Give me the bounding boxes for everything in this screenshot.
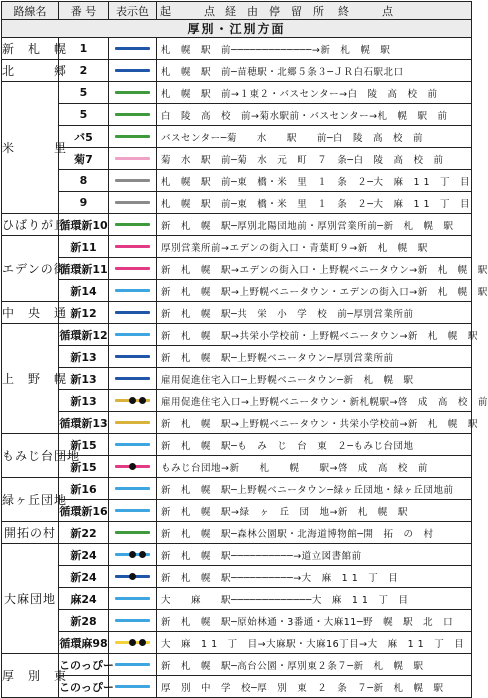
route-number: 新16 [59,478,109,500]
route-color-bar [115,619,150,622]
route-color-cell [109,346,157,368]
route-dot-marker [129,463,136,470]
table-row [2,280,472,302]
route-dot-marker [139,397,146,404]
route-color-cell [109,390,157,412]
route-name: 北 郷 [2,60,59,82]
route-number: 循環新16 [59,500,109,522]
header-color: 表示色 [109,2,157,20]
route-stops: 新 札 幌 駅─高台公園・厚別東２条７─新 札 幌 駅 [157,654,472,676]
header-route: 路線名 [2,2,59,20]
route-stops: 新 札 幌 駅─上野幌ベニータウン─緑ヶ丘団地・緑ヶ丘団地前 [157,478,472,500]
route-color-cell [109,610,157,632]
route-name: 緑ヶ丘団地 [2,478,59,522]
route-color-cell [109,104,157,126]
table-row [2,60,472,82]
route-number: 新14 [59,280,109,302]
route-stops: 新 札 幌 駅─原始林通・3番通・大麻11─野 幌 駅 北 口 [157,610,472,632]
route-dot-marker [139,551,146,558]
route-stops: 新 札 幌 駅─共 栄 小 学 校 前─厚別営業所前 [157,302,472,324]
route-color-bar [115,597,150,600]
route-color-bar [115,201,150,204]
table-row [2,148,472,170]
route-stops: 白 陵 高 校 前→菊水駅前・バスセンター→札 幌 駅 前 [157,104,472,126]
route-color-bar [115,355,150,358]
route-color-bar [115,179,150,182]
route-color-cell [109,258,157,280]
section-row [2,20,472,38]
route-stops: 新 札 幌 駅──────────→大 麻 1 1 丁 目 [157,566,472,588]
route-stops: 新 札 幌 駅─厚別北陽団地前・厚別営業所前─新 札 幌 駅 [157,214,472,236]
route-stops: 札 幌 駅 前─東 橋・米 里 １ 条 ２─大 麻 1 1 丁 目 [157,192,472,214]
route-color-cell [109,192,157,214]
route-stops: 新 札 幌 駅→緑 ヶ 丘 団 地→新 札 幌 駅 [157,500,472,522]
route-stops: 新 札 幌 駅→上野幌ベニータウン・共栄小学校前→新 札 幌 駅 [157,412,472,434]
route-name: エデンの街 [2,236,59,302]
route-stops: 雇用促進住宅入口→上野幌ベニータウン・新札幌駅→啓 成 高 校 前 [157,390,472,412]
header-number: 番 号 [59,2,109,20]
route-stops: 雇用促進住宅入口─上野幌ベニータウン─新 札 幌 駅 [157,368,472,390]
route-color-bar [115,443,150,446]
route-number: 新11 [59,236,109,258]
route-color-bar [115,509,150,512]
route-number: バ5 [59,126,109,148]
route-name: 新 札 幌 [2,38,59,60]
route-number: このっぴー [59,676,109,698]
route-color-cell [109,148,157,170]
route-dot-marker [129,573,136,580]
route-number: 新13 [59,390,109,412]
route-color-bar [115,223,150,226]
route-number: 8 [59,170,109,192]
header-via: 経 由 停 留 所 [225,4,324,18]
table-row [2,236,472,258]
table-row [2,544,472,566]
table-row [2,478,472,500]
route-color-bar [115,113,150,116]
route-dot-marker [129,397,136,404]
route-color-cell [109,38,157,60]
route-color-cell [109,302,157,324]
route-color-bar [115,135,150,138]
route-color-bar [115,47,150,50]
route-color-cell [109,280,157,302]
route-color-bar [115,421,150,424]
route-stops: 新 札 幌 駅─上野幌ベニータウン─厚別営業所前 [157,346,472,368]
route-stops: 新 札 幌 駅─も み じ 台 東 ２─もみじ台団地 [157,434,472,456]
route-number: 新13 [59,368,109,390]
route-color-bar [115,157,150,160]
table-row [2,412,472,434]
route-number: 新28 [59,610,109,632]
route-dot-marker [139,639,146,646]
route-color-bar [115,311,150,314]
table-row [2,566,472,588]
table-row [2,434,472,456]
route-number: 麻24 [59,588,109,610]
route-color-cell [109,214,157,236]
route-color-bar [115,333,150,336]
route-name: 厚 別 東 [2,654,59,698]
route-color-cell [109,522,157,544]
route-name: 大麻団地 [2,544,59,654]
route-color-bar [115,487,150,490]
route-number: 循環新10 [59,214,109,236]
route-stops: 厚別営業所前→エデンの街入口・青葉町９→新 札 幌 駅 [157,236,472,258]
route-color-bar [115,663,150,666]
route-number: 循環麻98 [59,632,109,654]
table-row [2,522,472,544]
route-number: 9 [59,192,109,214]
route-color-cell [109,434,157,456]
route-color-cell [109,170,157,192]
route-number: 新22 [59,522,109,544]
route-stops: 新 札 幌 駅→エデンの街入口・上野幌ベニータウン→新 札 幌 駅 [157,258,472,280]
route-name: もみじ台団地 [2,434,59,478]
route-name: 中 央 通 [2,302,59,324]
route-name: ひばりが丘 [2,214,59,236]
route-color-cell [109,676,157,698]
route-color-cell [109,126,157,148]
route-color-bar [115,69,150,72]
route-number: 5 [59,104,109,126]
section-title: 厚別・江別方面 [2,20,472,38]
route-color-cell [109,544,157,566]
route-stops: 新 札 幌 駅→上野幌ベニータウン・エデンの街入口→新 札 幌 駅 [157,280,472,302]
route-dot-marker [129,639,136,646]
route-stops: 厚 別 中 学 校─厚 別 東 ２ 条 ７─新 札 幌 駅 [157,676,472,698]
route-stops: 札 幌 駅 前→１東２・バスセンター→白 陵 高 校 前 [157,82,472,104]
route-color-cell [109,60,157,82]
route-stops: 新 札 幌 駅──────────→道立図書館前 [157,544,472,566]
route-name: 米 里 [2,82,59,214]
route-color-cell [109,478,157,500]
route-number: 菊7 [59,148,109,170]
table-row [2,346,472,368]
table-row [2,126,472,148]
header-stops [157,2,472,20]
route-color-cell [109,500,157,522]
table-row [2,588,472,610]
route-color-bar [115,91,150,94]
route-color-bar [115,377,150,380]
route-stops: バスセンター─菊 水 駅 前─白 陵 高 校 前 [157,126,472,148]
route-number: 循環新11 [59,258,109,280]
route-stops: 札 幌 駅 前─東 橋・米 里 １ 条 ２─大 麻 1 1 丁 目 [157,170,472,192]
route-color-cell [109,654,157,676]
table-row [2,500,472,522]
route-color-cell [109,82,157,104]
route-number: 5 [59,82,109,104]
table-row [2,82,472,104]
table-row [2,632,472,654]
table-row [2,192,472,214]
table-row [2,456,472,478]
route-color-cell [109,456,157,478]
table-row [2,368,472,390]
route-stops: 大 麻 1 1 丁 目→大麻駅・大麻16丁目→大 麻 1 1 丁 目 [157,632,472,654]
route-color-cell [109,324,157,346]
route-name: 上 野 幌 [2,324,59,434]
route-number: 循環新12 [59,324,109,346]
table-row [2,324,472,346]
table-row [2,676,472,698]
table-row [2,38,472,60]
route-color-bar [115,531,150,534]
table-row [2,390,472,412]
table-row [2,258,472,280]
table-row [2,610,472,632]
route-stops: もみじ台団地→新 札 幌 駅→啓 成 高 校 前 [157,456,472,478]
route-color-cell [109,368,157,390]
route-color-cell [109,412,157,434]
bus-route-table [1,1,488,698]
route-color-bar [115,685,150,688]
route-color-cell [109,588,157,610]
route-stops: 大 麻 駅─────────────大 麻 1 1 丁 目 [157,588,472,610]
route-stops: 新 札 幌 駅→共栄小学校前・上野幌ベニータウン→新 札 幌 駅 [157,324,472,346]
route-stops: 札 幌 駅 前─苗穂駅・北郷５条３─ＪＲ白石駅北口 [157,60,472,82]
route-number: このっぴー [59,654,109,676]
table-row [2,104,472,126]
route-number: 新12 [59,302,109,324]
route-number: 循環新13 [59,412,109,434]
route-color-bar [115,289,150,292]
header-start: 起 点 [160,4,215,18]
route-color-bar [115,245,150,248]
route-name: 開拓の村 [2,522,59,544]
header-row [2,2,472,20]
route-color-cell [109,236,157,258]
route-stops: 新 札 幌 駅─森林公園駅・北海道博物館─開 拓 の 村 [157,522,472,544]
route-number: 新24 [59,566,109,588]
table-row [2,654,472,676]
route-number: 新15 [59,456,109,478]
table-row [2,170,472,192]
header-end: 終 点 [338,4,393,18]
route-color-cell [109,632,157,654]
route-number: 1 [59,38,109,60]
route-color-bar [115,267,150,270]
route-number: 新24 [59,544,109,566]
route-stops: 菊 水 駅 前─菊 水 元 町 ７ 条─白 陵 高 校 前 [157,148,472,170]
table-row [2,302,472,324]
route-number: 2 [59,60,109,82]
route-number: 新13 [59,346,109,368]
table-row [2,214,472,236]
route-dot-marker [129,551,136,558]
route-stops: 札 幌 駅 前─────────────→新 札 幌 駅 [157,38,472,60]
route-number: 新15 [59,434,109,456]
route-color-cell [109,566,157,588]
